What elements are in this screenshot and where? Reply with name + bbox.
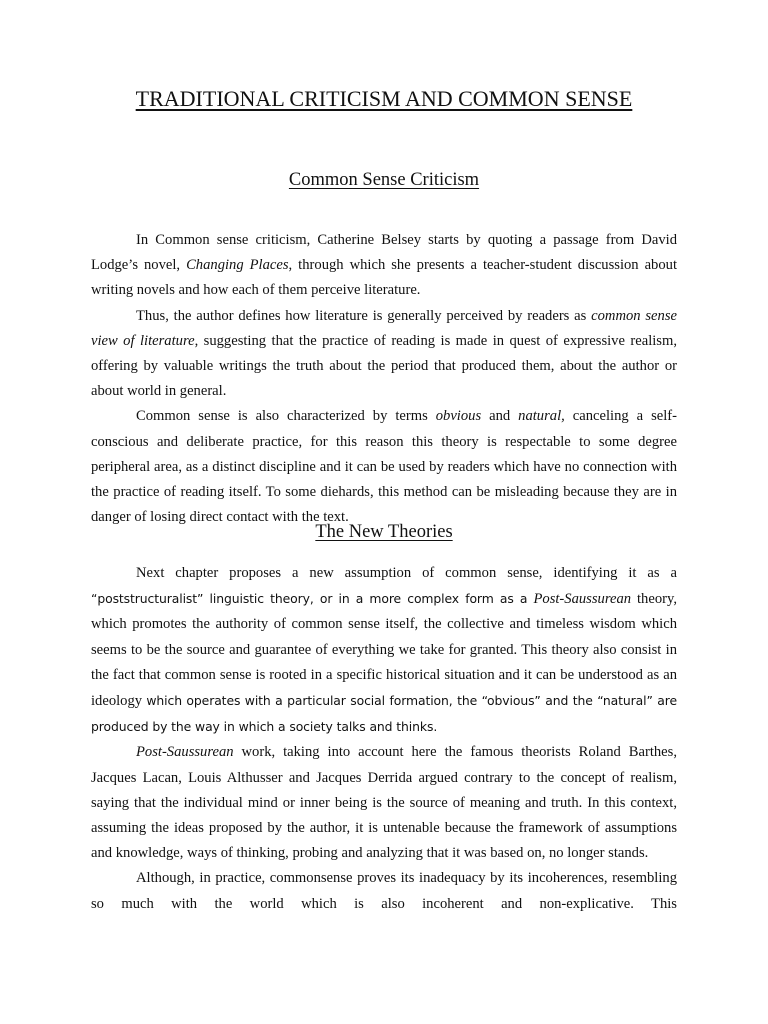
section-body-new-theories bbox=[91, 561, 677, 917]
paragraph: Common sense is also characterized by terms obvious and natural, canceling a self-conscious and deliberate practice, for this reason this theory is respectable to some degree peripheral area, as a distinct discipline and it can be used by readers which have no connection with the practice of reading itself. To some diehards, this method can be misleading because they are in danger of losing direct contact with the text. bbox=[91, 408, 678, 526]
paragraph: In Common sense criticism, Catherine Belsey starts by quoting a passage from David Lodge’s novel, Changing Places, through which she presents a teacher-student discussion about writing novels and how each of them perceive literature. bbox=[91, 232, 678, 299]
section-heading-new-theories: The New Theories bbox=[315, 522, 453, 542]
paragraph: Post-Saussurean work, taking into account here the famous theorists Roland Barthes, Jacques Lacan, Louis Althusser and Jacques Derrida argued contrary to the concept of realism, saying that the individual mind or inner being is the source of meaning and truth. In this context, assuming the ideas proposed by the author, it is untenable because the framework of assumptions and knowledge, ways of thinking, probing and analyzing that it was based on, no longer stands. bbox=[91, 744, 677, 862]
paragraph: Next chapter proposes a new assumption of common sense, identifying it as a “poststructuralist” linguistic theory, or in a more complex form as a Post-Saussurean theory, which promotes the authority of common sense itself, the collective and timeless wisdom which seems to be the source and guarantee of everything we take for granted. This theory also consist in the fact that common sense is rooted in a specific historical situation and it can be understood as an ideology which operates with a particular social formation, the “obvious” and the “natural” are produced by the way in which a society talks and thinks. bbox=[91, 565, 677, 735]
paragraph: Thus, the author defines how literature is generally perceived by readers as common sense view of literature, suggesting that the practice of reading is made in quest of expressive realism, offering by valuable writings the truth about the period that produced them, about the author or about world in general. bbox=[91, 307, 677, 400]
section-heading-common-sense-criticism: Common Sense Criticism bbox=[288, 170, 480, 190]
section-body-common-sense-criticism bbox=[91, 228, 677, 530]
page-title: TRADITIONAL CRITICISM AND COMMON SENSE bbox=[135, 86, 633, 111]
paragraph: Although, in practice, commonsense proves its inadequacy by its incoherences, resembling so much with the world which is also incoherent and non-explicative. This bbox=[91, 870, 677, 912]
